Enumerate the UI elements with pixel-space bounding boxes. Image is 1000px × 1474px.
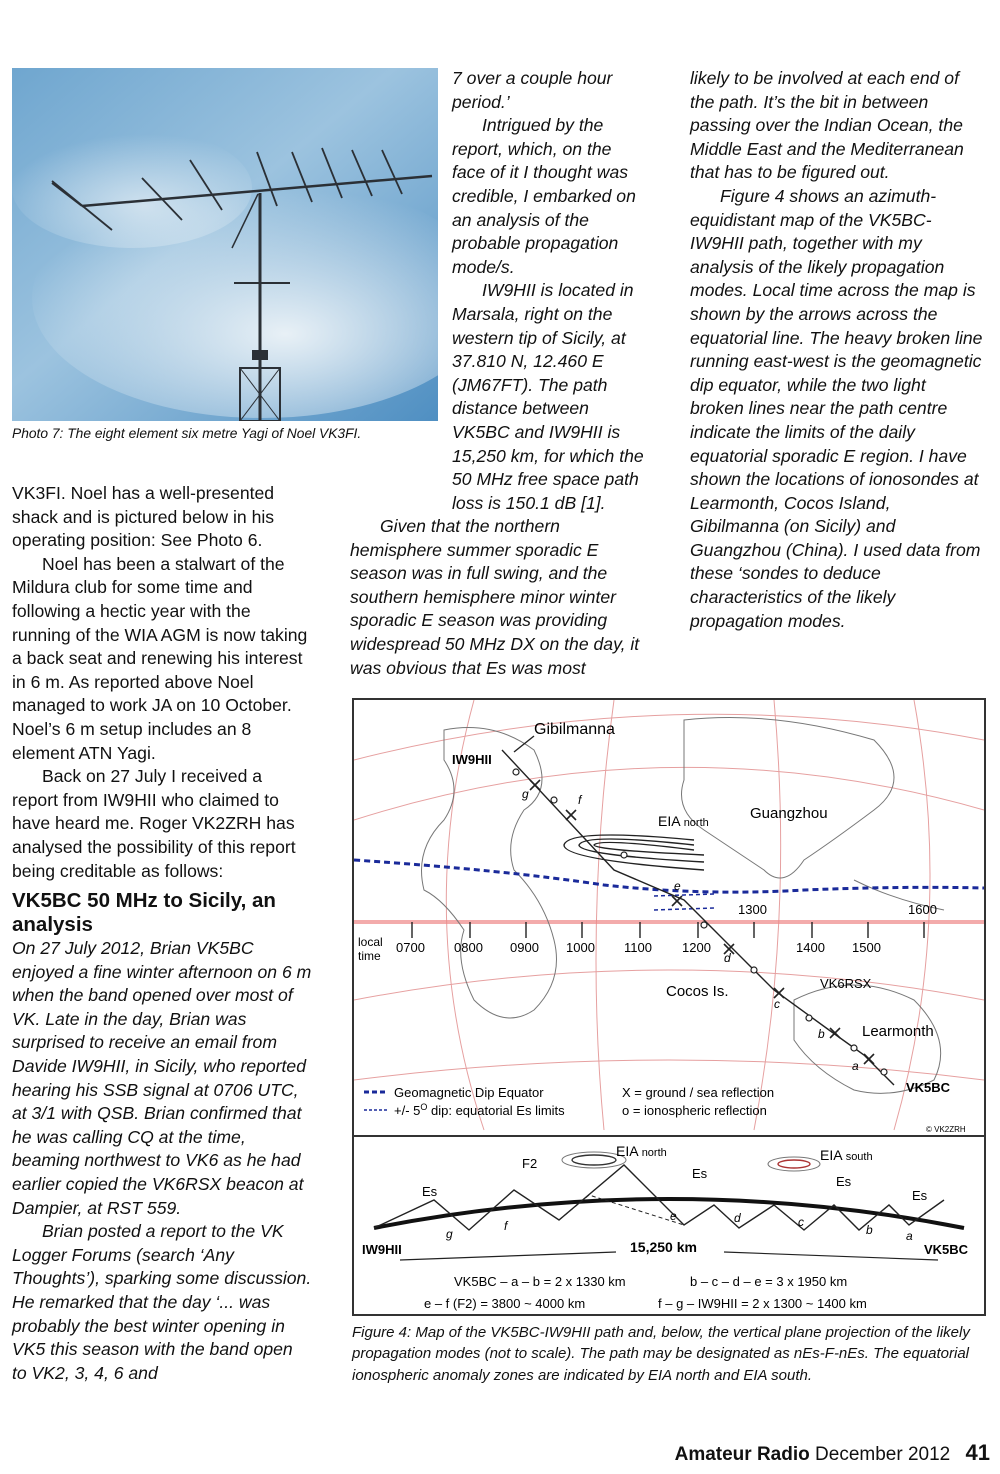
yagi-photo [12,68,438,421]
profile-point-d: d [734,1211,741,1225]
time-label: 1600 [908,902,937,917]
eia-north-profile-label: EIA north [616,1143,667,1159]
vk5bc-profile-label: VK5BC [924,1242,969,1257]
section-heading: VK5BC 50 MHz to Sicily, an analysis [12,889,276,937]
time-label: 0900 [510,940,539,955]
point-b-label: b [818,1027,825,1041]
equation-3: e – f (F2) = 3800 ~ 4000 km [424,1296,586,1311]
point-d-label: d [724,951,731,965]
point-g-label: g [522,787,529,801]
equation-1: VK5BC – a – b = 2 x 1330 km [454,1274,626,1289]
paragraph: Noel has been a stalwart of the Mildura club for some time and following a hectic year with the running of the WIA AGM is now taking a back seat and renewing his interest in 6 m. As reported above Noel managed to work JA on 10 October. Noel’s 6 m setup includes an 8 element ATN Yagi. [12,553,308,763]
local-time-label-2: time [358,949,381,963]
time-label: 1500 [852,940,881,955]
page-footer [675,1440,990,1466]
column-1 [12,482,312,1385]
iw9hii-map-label: IW9HII [452,752,492,767]
profile-point-e: e [670,1209,677,1223]
legend-dip-equator: Geomagnetic Dip Equator [394,1085,544,1100]
column-2a [452,67,648,515]
profile-point-f: f [504,1219,508,1233]
local-time-ticks [396,902,937,955]
time-label: 1100 [624,940,652,955]
column-3 [690,67,984,633]
time-label: 0800 [454,940,483,955]
gibilmanna-label: Gibilmanna [534,721,615,738]
propagation-figure [354,700,984,1314]
local-time-label: local [358,935,383,949]
paragraph: Intrigued by the report, which, on the face of it I thought was credible, I embarked on an analysis of the probable propagation mode/s. [452,115,636,277]
time-label: 0700 [396,940,425,955]
f2-label: F2 [522,1156,538,1171]
profile-point-b: b [866,1223,873,1237]
es-label: Es [692,1166,708,1181]
paragraph: On 27 July 2012, Brian VK5BC enjoyed a fine winter afternoon on 6 m when the band opened over most of VK. Late in the day, Brian was surprised to receive an email from Davide IW9HII, in Sicily, who reported hearing his SSB signal at 0706 UTC, at 3/1 with QSB. Brian confirmed that he was calling CQ at the time, beaming northwest to VK6 as he had earlier copied the VK6RSX beacon at Dampier, at RST 559. [12,938,312,1218]
figure-credit: © VK2ZRH [926,1125,966,1134]
guangzhou-label: Guangzhou [750,805,828,822]
paragraph: 7 over a couple hour period.’ [452,68,613,112]
yagi-antenna-image [12,68,438,421]
time-label: 1400 [796,940,825,955]
es-label: Es [912,1188,928,1203]
point-f-label: f [578,793,582,807]
time-label: 1200 [682,940,711,955]
issue-date: December 2012 [815,1444,951,1465]
figure-caption: Figure 4: Map of the VK5BC-IW9HII path and, below, the vertical plane projection of the likely propagation modes (not to scale). The path may be designated as nEs-F-nEs. The equatorial ionospheric anomaly zones are indicated by EIA north and EIA south. [352,1324,970,1384]
point-e-label: e [674,879,681,893]
paragraph: likely to be involved at each end of the path. It’s the bit in between passing over the Indian Ocean, the Middle East and the Mediterranean that has to be figured out. [690,68,964,183]
legend-es-limits: +/- $5^O$ dip: equatorial Es limits [394,1102,565,1118]
legend-ionospheric-reflection: o = ionospheric reflection [622,1103,767,1118]
paragraph: Back on 27 July I received a report from IW9HII who claimed to have heard me. Roger VK2ZRH has analysed the possibility of this report being creditable as follows: [12,766,296,881]
paragraph: Given that the northern hemisphere summer sporadic E season was in full swing, and the southern hemisphere minor winter sporadic E season was providing widespread 50 MHz DX on the day, it was obvious that Es was most [350,516,640,678]
eia-south-profile-label: EIA south [820,1147,873,1163]
profile-point-a: a [906,1229,913,1243]
column-2b [350,515,646,680]
iw9hii-profile-label: IW9HII [362,1242,402,1257]
paragraph [452,279,648,515]
paragraph: Brian posted a report to the VK Logger Forums (search ‘Any Thoughts’), sparking some discussion. He remarked that the day ‘... was probably the best winter opening in VK5 this season with the band open to VK2, 3, 4, 6 and [12,1221,312,1383]
time-label: 1000 [566,940,595,955]
paragraph: Figure 4 shows an azimuth-equidistant map of the VK5BC-IW9HII path, together with my analysis of the likely propagation modes. Local time across the map is shown by the arrows across the equatorial line. The heavy broken line running east-west is the geomagnetic dip equator, while the two light broken lines near the path centre indicate the limits of the daily equatorial sporadic E region. I have shown the locations of ionosondes at Learmonth, Cocos Island, Gibilmanna (on Sicily) and Guangzhou (China). I used data from these ‘sondes to deduce characteristics of the likely propagation modes. [690,185,983,631]
learmonth-label: Learmonth [862,1023,934,1040]
page-number: 41 [965,1440,990,1465]
point-c-label: c [774,997,780,1011]
figure-4 [352,698,986,1316]
equation-2: b – c – d – e = 3 x 1950 km [690,1274,848,1289]
magazine-name: Amateur Radio [674,1444,810,1465]
profile-point-g: g [446,1227,453,1241]
photo-caption: Photo 7: The eight element six metre Yagi of Noel VK3FI. [12,426,362,441]
profile-point-c: c [798,1215,804,1229]
vk5bc-map-label: VK5BC [906,1080,951,1095]
es-label: Es [422,1184,438,1199]
es-label: Es [836,1174,852,1189]
point-a-label: a [852,1059,859,1073]
legend-ground-reflection: X = ground / sea reflection [622,1085,775,1100]
time-label: 1300 [738,902,767,917]
vk6rsx-label: VK6RSX [820,976,872,991]
equation-4: f – g – IW9HII = 2 x 1300 ~ 1400 km [658,1296,867,1311]
paragraph-text: IW9HII is located in Marsala, right on the western tip of Sicily, at 37.810 N, 12.460 E (JM67FT). The path distance between VK5BC and IW9HII is 15,250 km, for which the 50 MHz free space path loss is 150.1 dB [1]. [452,280,644,513]
eia-north-map-label: EIA north [658,813,709,829]
cocos-label: Cocos Is. [666,983,729,1000]
distance-label: 15,250 km [630,1239,697,1255]
paragraph: VK3FI. Noel has a well-presented shack and is pictured below in his operating position: See Photo 6. [12,483,275,551]
